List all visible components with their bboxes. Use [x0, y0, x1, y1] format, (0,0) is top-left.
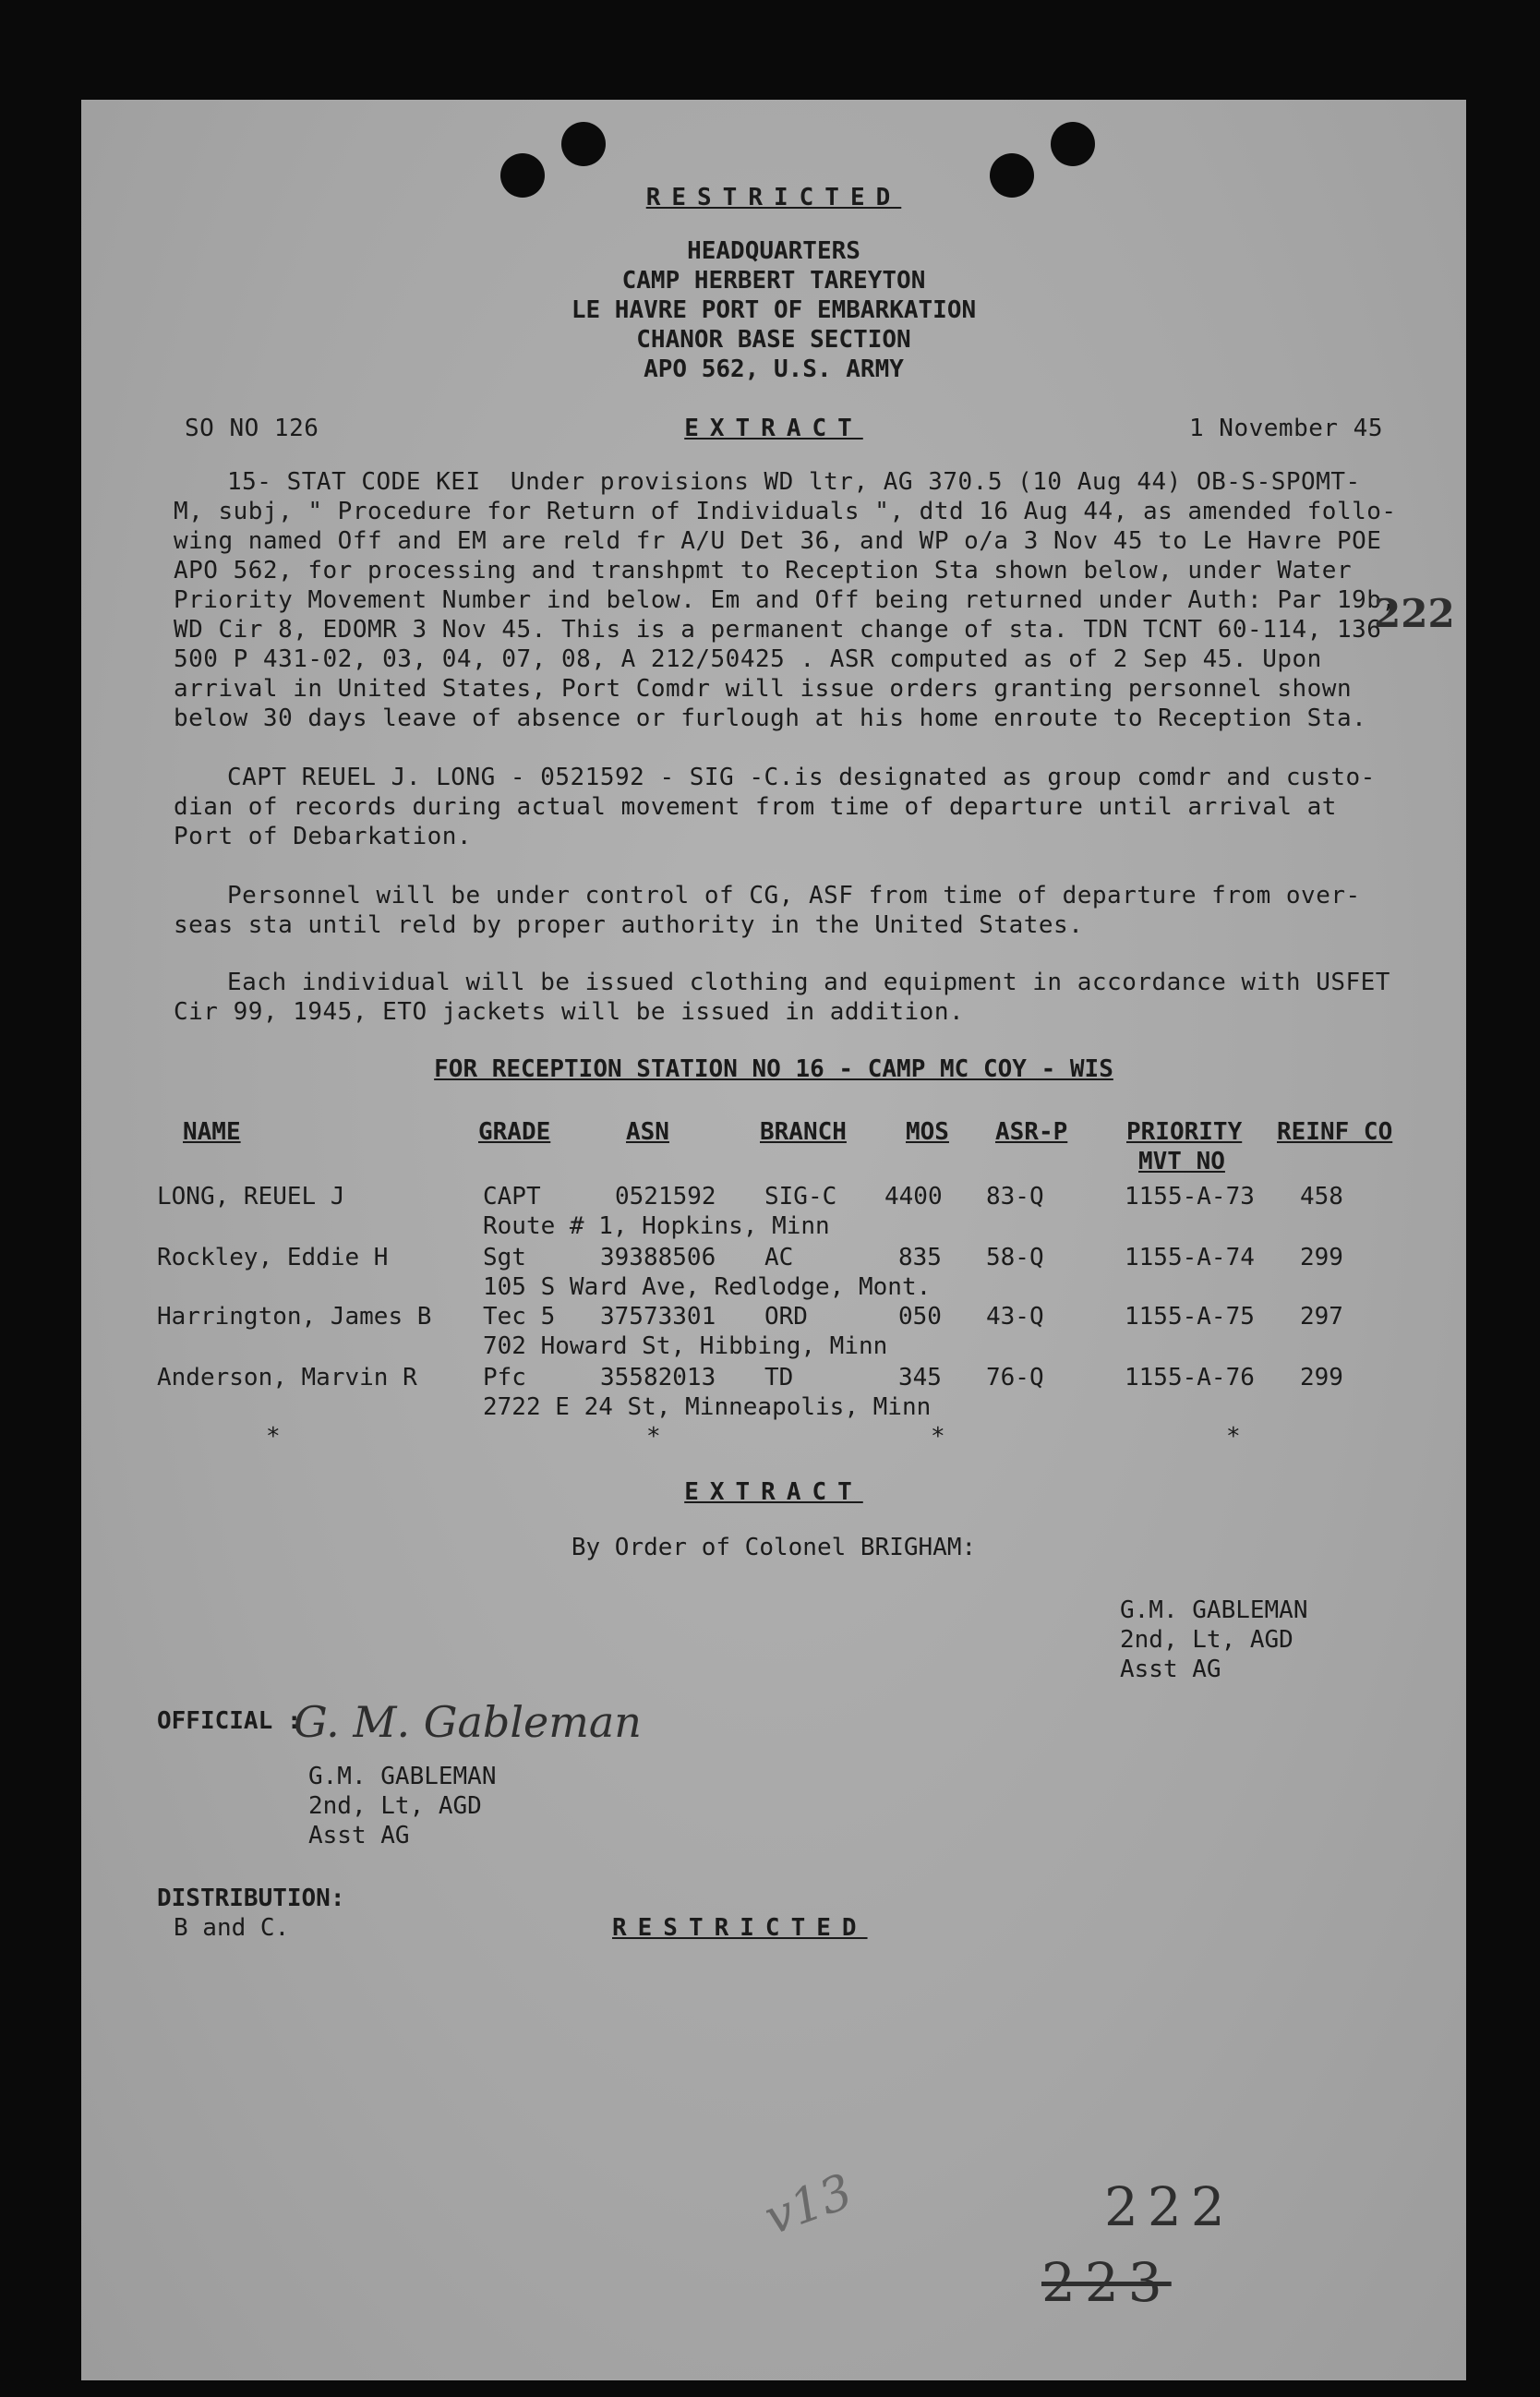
official-line: G.M. GABLEMAN — [308, 1763, 497, 1790]
hq-line: HEADQUARTERS — [687, 237, 860, 265]
cell-address: 105 S Ward Ave, Redlodge, Mont. — [483, 1273, 932, 1301]
col-header-asn: ASN — [626, 1118, 669, 1146]
extract-title: EXTRACT — [684, 415, 863, 442]
col-header-mos: MOS — [906, 1118, 949, 1146]
punch-hole — [561, 122, 606, 166]
col-header-asr: ASR-P — [995, 1118, 1068, 1146]
official-line: Asst AG — [308, 1822, 410, 1849]
cell-name: LONG, REUEL J — [157, 1183, 345, 1211]
paragraph-line: M, subj, " Procedure for Return of Individuals ", dtd 16 Aug 44, as amended follo- — [174, 498, 1397, 525]
handwritten-mark: v13 — [757, 2163, 860, 2246]
table-star: * — [1226, 1423, 1241, 1451]
official-label: OFFICIAL : — [157, 1707, 302, 1735]
restricted-header: RESTRICTED — [645, 184, 902, 211]
cell-asr: 58-Q — [986, 1244, 1044, 1271]
cell-grade: Pfc — [483, 1364, 526, 1391]
cell-mos: 4400 — [884, 1183, 943, 1211]
paragraph-line: below 30 days leave of absence or furlough at his home enroute to Reception Sta. — [174, 705, 1367, 732]
handwritten-page-number-struck: 223 — [1041, 2251, 1172, 2314]
table-star: * — [646, 1423, 661, 1451]
order-date: 1 November 45 — [1189, 415, 1383, 442]
col-header-name: NAME — [183, 1118, 241, 1146]
margin-number: 222 — [1374, 591, 1455, 636]
cell-priority: 1155-A-76 — [1125, 1364, 1255, 1391]
hq-line: APO 562, U.S. ARMY — [644, 355, 904, 383]
official-signature: G. M. Gableman — [294, 1697, 642, 1747]
table-star: * — [931, 1423, 945, 1451]
hq-line: LE HAVRE PORT OF EMBARKATION — [571, 296, 977, 324]
cell-asr: 43-Q — [986, 1303, 1044, 1331]
cell-address: 2722 E 24 St, Minneapolis, Minn — [483, 1393, 932, 1421]
cell-name: Harrington, James B — [157, 1303, 432, 1331]
paragraph-line: Priority Movement Number ind below. Em and Off being returned under Auth: Par 19b, — [174, 586, 1397, 614]
cell-reinf: 299 — [1300, 1244, 1343, 1271]
col-header-priority: PRIORITY — [1126, 1118, 1243, 1146]
cell-priority: 1155-A-73 — [1125, 1183, 1255, 1211]
cell-asr: 76-Q — [986, 1364, 1044, 1391]
col-header-reinf: REINF CO — [1277, 1118, 1393, 1146]
cell-branch: ORD — [764, 1303, 808, 1331]
restricted-footer: RESTRICTED — [612, 1914, 868, 1942]
col-header-grade: GRADE — [478, 1118, 551, 1146]
cell-reinf: 297 — [1300, 1303, 1343, 1331]
official-line: 2nd, Lt, AGD — [308, 1792, 482, 1820]
hq-line: CAMP HERBERT TAREYTON — [621, 267, 926, 295]
cell-mos: 835 — [898, 1244, 942, 1271]
hq-line: CHANOR BASE SECTION — [636, 326, 911, 354]
distribution-value: B and C. — [174, 1914, 290, 1942]
cell-branch: AC — [764, 1244, 794, 1271]
cell-grade: Tec 5 — [483, 1303, 556, 1331]
signature-line: Asst AG — [1120, 1656, 1221, 1683]
cell-priority: 1155-A-74 — [1125, 1244, 1255, 1271]
col-header-mvt-no: MVT NO — [1138, 1148, 1225, 1175]
cell-mos: 345 — [898, 1364, 942, 1391]
reception-station: FOR RECEPTION STATION NO 16 - CAMP MC COY - WIS — [434, 1055, 1113, 1083]
paragraph-line: Each individual will be issued clothing and equipment in accordance with USFET — [227, 969, 1390, 996]
cell-branch: SIG-C — [764, 1183, 837, 1211]
so-number: SO NO 126 — [185, 415, 319, 442]
cell-asn: 0521592 — [615, 1183, 716, 1211]
paragraph-line: Personnel will be under control of CG, ASF from time of departure from over- — [227, 882, 1361, 909]
cell-asn: 37573301 — [600, 1303, 716, 1331]
paragraph-line: arrival in United States, Port Comdr will issue orders granting personnel shown — [174, 675, 1353, 703]
paragraph-line: Port of Debarkation. — [174, 823, 473, 850]
distribution-label: DISTRIBUTION: — [157, 1885, 345, 1912]
by-order: By Order of Colonel BRIGHAM: — [571, 1534, 977, 1561]
paragraph-line: 500 P 431-02, 03, 04, 07, 08, A 212/50425 . ASR computed as of 2 Sep 45. Upon — [174, 645, 1322, 673]
table-star: * — [266, 1423, 281, 1451]
cell-asr: 83-Q — [986, 1183, 1044, 1211]
cell-grade: Sgt — [483, 1244, 526, 1271]
cell-asn: 35582013 — [600, 1364, 716, 1391]
extract-footer: EXTRACT — [684, 1478, 863, 1506]
paragraph-line: CAPT REUEL J. LONG - 0521592 - SIG -C.is designated as group comdr and custo- — [227, 764, 1376, 791]
cell-priority: 1155-A-75 — [1125, 1303, 1255, 1331]
document-page — [81, 100, 1466, 2380]
signature-line: G.M. GABLEMAN — [1120, 1596, 1308, 1624]
cell-reinf: 299 — [1300, 1364, 1343, 1391]
paragraph-line: WD Cir 8, EDOMR 3 Nov 45. This is a permanent change of sta. TDN TCNT 60-114, 136 — [174, 616, 1382, 644]
cell-address: Route # 1, Hopkins, Minn — [483, 1212, 830, 1240]
paragraph-line: APO 562, for processing and transhpmt to Reception Sta shown below, under Water — [174, 557, 1353, 584]
paragraph-line: Cir 99, 1945, ETO jackets will be issued in addition. — [174, 998, 965, 1026]
paragraph-line: dian of records during actual movement from time of departure until arrival at — [174, 793, 1337, 821]
cell-branch: TD — [764, 1364, 794, 1391]
paragraph-line: seas sta until reld by proper authority in the United States. — [174, 911, 1084, 939]
handwritten-page-number: 222 — [1104, 2175, 1234, 2238]
punch-hole — [1051, 122, 1095, 166]
cell-name: Anderson, Marvin R — [157, 1364, 417, 1391]
cell-reinf: 458 — [1300, 1183, 1343, 1211]
cell-name: Rockley, Eddie H — [157, 1244, 389, 1271]
paragraph-line: wing named Off and EM are reld fr A/U Det 36, and WP o/a 3 Nov 45 to Le Havre POE — [174, 527, 1382, 555]
cell-address: 702 Howard St, Hibbing, Minn — [483, 1332, 888, 1360]
cell-grade: CAPT — [483, 1183, 541, 1211]
cell-asn: 39388506 — [600, 1244, 716, 1271]
paragraph-line: 15- STAT CODE KEI Under provisions WD ltr, AG 370.5 (10 Aug 44) OB-S-SPOMT- — [227, 468, 1361, 496]
signature-line: 2nd, Lt, AGD — [1120, 1626, 1293, 1654]
col-header-branch: BRANCH — [760, 1118, 847, 1146]
cell-mos: 050 — [898, 1303, 942, 1331]
